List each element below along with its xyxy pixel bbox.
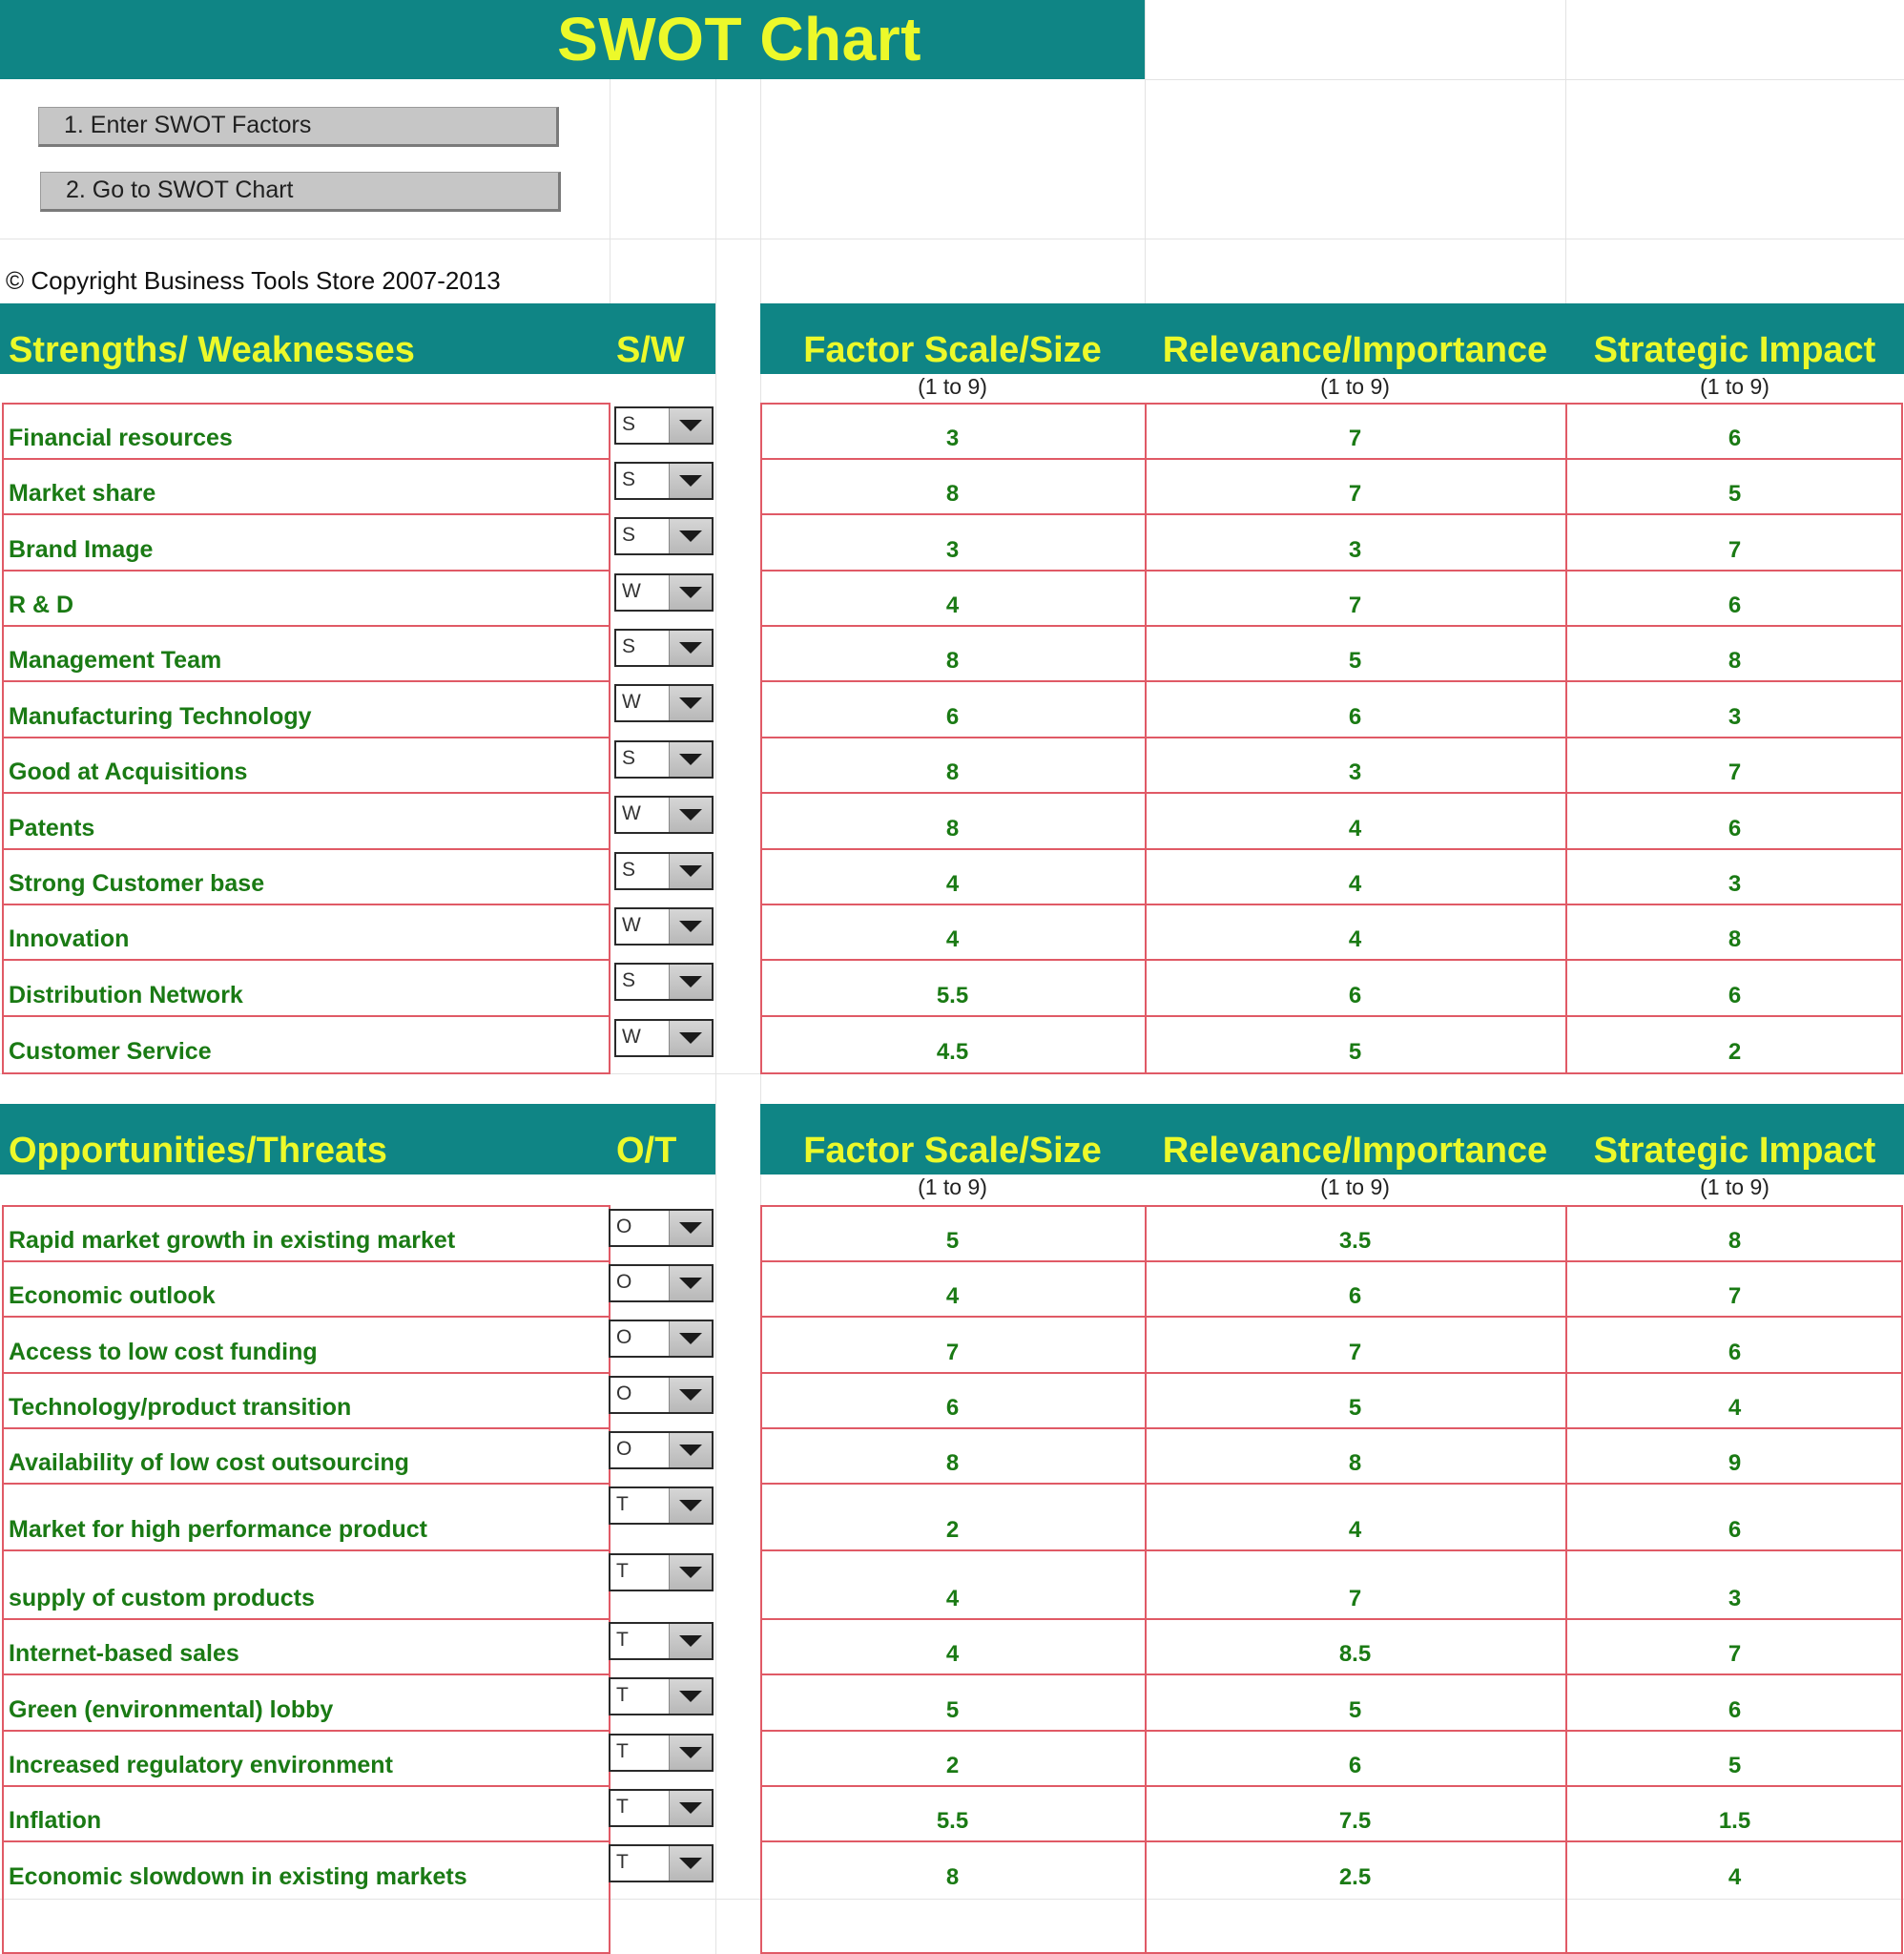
rel-value[interactable]: 7: [1348, 592, 1362, 618]
factor-name: Distribution Network: [9, 982, 243, 1008]
chevron-down-icon[interactable]: [669, 742, 712, 777]
chevron-down-icon[interactable]: [669, 1211, 712, 1245]
factor-name: Customer Service: [9, 1038, 212, 1065]
chevron-down-icon[interactable]: [669, 1624, 712, 1658]
row-divider: [760, 1483, 1903, 1485]
ot-type-dropdown[interactable]: [609, 1844, 714, 1882]
sw-col-strategic-impact: Strategic Impact: [1593, 330, 1876, 370]
row-divider: [760, 1372, 1903, 1374]
dropdown-value: S: [622, 747, 636, 769]
impact-value[interactable]: 8: [1728, 1228, 1742, 1254]
scale-value[interactable]: 8: [945, 1864, 960, 1890]
chevron-down-icon[interactable]: [669, 1378, 712, 1412]
dropdown-arrow: [679, 865, 702, 877]
row-divider: [760, 680, 1903, 682]
factor-name: Financial resources: [9, 425, 233, 451]
chevron-down-icon[interactable]: [669, 1021, 712, 1055]
factor-name: Access to low cost funding: [9, 1339, 318, 1365]
scale-value[interactable]: 3: [945, 426, 960, 451]
rel-value[interactable]: 7: [1348, 1340, 1362, 1365]
ot-type-dropdown[interactable]: [609, 1553, 714, 1591]
chevron-down-icon[interactable]: [669, 1266, 712, 1300]
factor-name: Market share: [9, 480, 156, 507]
factor-name: Inflation: [9, 1807, 102, 1834]
row-divider: [760, 1840, 1903, 1842]
impact-value[interactable]: 5: [1728, 1753, 1742, 1778]
impact-value[interactable]: 9: [1728, 1450, 1742, 1476]
chevron-down-icon[interactable]: [669, 1321, 712, 1356]
chevron-down-icon[interactable]: [669, 854, 712, 888]
row-divider: [760, 1316, 1903, 1318]
dropdown-arrow: [679, 1278, 702, 1289]
rel-value[interactable]: 5: [1348, 1697, 1362, 1723]
dropdown-value: W: [622, 802, 641, 824]
dropdown-value: W: [622, 580, 641, 602]
ot-type-dropdown[interactable]: [609, 1376, 714, 1414]
sw-range-impact: (1 to 9): [1700, 374, 1769, 399]
impact-value[interactable]: 4: [1728, 1864, 1742, 1890]
rel-value[interactable]: 4: [1348, 926, 1362, 952]
sw-range-scale: (1 to 9): [918, 374, 987, 399]
rel-value[interactable]: 6: [1348, 1283, 1362, 1309]
row-divider: [2, 1260, 611, 1262]
impact-value[interactable]: 7: [1728, 537, 1742, 563]
rel-value[interactable]: 8.5: [1338, 1641, 1372, 1667]
ot-range-impact: (1 to 9): [1700, 1174, 1769, 1199]
row-divider: [2, 625, 611, 627]
dropdown-value: W: [622, 914, 641, 936]
impact-value[interactable]: 4: [1728, 1395, 1742, 1421]
sw-col-relevance: Relevance/Importance: [1162, 330, 1548, 370]
row-divider: [760, 1260, 1903, 1262]
dropdown-arrow: [679, 475, 702, 487]
scale-value[interactable]: 8: [945, 816, 960, 842]
impact-value[interactable]: 2: [1728, 1039, 1742, 1065]
dropdown-arrow: [679, 1333, 702, 1344]
sw-type-dropdown[interactable]: [614, 907, 714, 946]
impact-value[interactable]: 7: [1728, 1641, 1742, 1667]
chevron-down-icon[interactable]: [669, 408, 712, 443]
scale-value[interactable]: 4: [945, 592, 960, 618]
chevron-down-icon[interactable]: [669, 1679, 712, 1714]
sw-type-dropdown[interactable]: [614, 406, 714, 445]
dropdown-value: T: [616, 1629, 629, 1651]
dropdown-arrow: [679, 1500, 702, 1511]
chevron-down-icon[interactable]: [669, 1846, 712, 1881]
ot-type-dropdown[interactable]: [609, 1486, 714, 1525]
sw-type-dropdown[interactable]: [614, 573, 714, 612]
impact-value[interactable]: 8: [1728, 926, 1742, 952]
impact-value[interactable]: 6: [1728, 816, 1742, 842]
chevron-down-icon[interactable]: [669, 519, 712, 553]
rel-value[interactable]: 8: [1348, 1450, 1362, 1476]
scale-value[interactable]: 6: [945, 1395, 960, 1421]
dropdown-arrow: [679, 976, 702, 987]
row-divider: [760, 904, 1903, 905]
sw-col-factor-scale: Factor Scale/Size: [803, 330, 1102, 370]
impact-value[interactable]: 7: [1728, 759, 1742, 785]
sw-type-dropdown[interactable]: [614, 852, 714, 890]
scale-value[interactable]: 6: [945, 704, 960, 730]
factor-name: R & D: [9, 592, 74, 618]
scale-value[interactable]: 4: [945, 1641, 960, 1667]
row-divider: [2, 1483, 611, 1485]
scale-value[interactable]: 7: [945, 1340, 960, 1365]
row-divider: [2, 570, 611, 572]
impact-value[interactable]: 6: [1728, 592, 1742, 618]
row-divider: [2, 513, 611, 515]
dropdown-value: O: [616, 1438, 632, 1460]
dropdown-value: S: [622, 969, 636, 991]
scale-value[interactable]: 4.5: [936, 1039, 969, 1065]
chevron-down-icon[interactable]: [669, 1488, 712, 1523]
dropdown-value: S: [622, 524, 636, 546]
scale-value[interactable]: 5.5: [936, 1808, 969, 1834]
rel-value[interactable]: 7: [1348, 426, 1362, 451]
dropdown-arrow: [679, 809, 702, 821]
dropdown-arrow: [679, 1747, 702, 1758]
chevron-down-icon[interactable]: [669, 965, 712, 999]
chevron-down-icon[interactable]: [669, 575, 712, 610]
dropdown-value: T: [616, 1493, 629, 1515]
row-divider: [760, 1730, 1903, 1732]
impact-value[interactable]: 6: [1728, 1340, 1742, 1365]
scale-value[interactable]: 4: [945, 1586, 960, 1611]
dropdown-value: O: [616, 1216, 632, 1237]
gridline: [715, 79, 716, 1954]
factor-name: Good at Acquisitions: [9, 759, 248, 785]
dropdown-arrow: [679, 1445, 702, 1456]
impact-value[interactable]: 3: [1728, 871, 1742, 897]
factor-name: Increased regulatory environment: [9, 1752, 393, 1778]
dropdown-arrow: [679, 1389, 702, 1401]
scale-value[interactable]: 5: [945, 1697, 960, 1723]
factor-name: Green (environmental) lobby: [9, 1696, 334, 1723]
rel-value[interactable]: 6: [1348, 704, 1362, 730]
rel-value[interactable]: 4: [1348, 1517, 1362, 1543]
scale-value[interactable]: 5.5: [936, 983, 969, 1008]
dropdown-value: O: [616, 1326, 632, 1348]
rel-value[interactable]: 7: [1348, 481, 1362, 507]
row-divider: [760, 1785, 1903, 1787]
sw-range-relevance: (1 to 9): [1320, 374, 1390, 399]
sw-type-dropdown[interactable]: [614, 684, 714, 722]
ot-type-header: O/T: [616, 1131, 677, 1171]
factor-name: Strong Customer base: [9, 870, 265, 897]
row-divider: [2, 1372, 611, 1374]
factor-name: Internet-based sales: [9, 1640, 239, 1667]
rel-value[interactable]: 3: [1348, 537, 1362, 563]
row-divider: [2, 458, 611, 460]
ot-range-scale: (1 to 9): [918, 1174, 987, 1199]
dropdown-value: O: [616, 1271, 632, 1293]
scale-value[interactable]: 3: [945, 537, 960, 563]
factor-name: Innovation: [9, 925, 130, 952]
row-divider: [2, 1015, 611, 1017]
ot-col-factor-scale: Factor Scale/Size: [803, 1131, 1102, 1171]
dropdown-arrow: [679, 587, 702, 598]
chevron-down-icon[interactable]: [669, 1433, 712, 1467]
chevron-down-icon[interactable]: [669, 631, 712, 665]
row-divider: [760, 1015, 1903, 1017]
sw-type-dropdown[interactable]: [614, 1019, 714, 1057]
dropdown-arrow: [679, 921, 702, 932]
row-divider: [760, 570, 1903, 572]
chevron-down-icon[interactable]: [669, 798, 712, 832]
impact-value[interactable]: 6: [1728, 983, 1742, 1008]
rel-value[interactable]: 7.5: [1338, 1808, 1372, 1834]
row-divider: [760, 792, 1903, 794]
dropdown-value: T: [616, 1740, 629, 1762]
row-divider: [760, 1549, 1903, 1551]
sw-type-header: S/W: [616, 330, 685, 370]
ot-type-dropdown[interactable]: [609, 1264, 714, 1302]
impact-value[interactable]: 1.5: [1718, 1808, 1751, 1834]
row-divider: [2, 1785, 611, 1787]
gridline: [1565, 0, 1566, 303]
rel-value[interactable]: 4: [1348, 816, 1362, 842]
row-divider: [760, 848, 1903, 850]
dropdown-value: T: [616, 1796, 629, 1818]
impact-value[interactable]: 8: [1728, 648, 1742, 674]
row-divider: [760, 737, 1903, 738]
ot-header: Opportunities/Threats: [9, 1131, 387, 1171]
rel-value[interactable]: 5: [1348, 648, 1362, 674]
dropdown-value: T: [616, 1851, 629, 1873]
ot-type-dropdown[interactable]: [609, 1734, 714, 1772]
row-divider: [2, 1840, 611, 1842]
rel-value[interactable]: 5: [1348, 1395, 1362, 1421]
rel-value[interactable]: 5: [1348, 1039, 1362, 1065]
row-divider: [2, 1316, 611, 1318]
dropdown-arrow: [679, 754, 702, 765]
dropdown-arrow: [679, 1222, 702, 1234]
rel-value[interactable]: 6: [1348, 1753, 1362, 1778]
chevron-down-icon[interactable]: [669, 686, 712, 720]
dropdown-value: T: [616, 1684, 629, 1706]
factor-name: Technology/product transition: [9, 1394, 352, 1421]
impact-value[interactable]: 7: [1728, 1283, 1742, 1309]
gridline: [610, 79, 611, 303]
dropdown-value: W: [622, 691, 641, 713]
scale-value[interactable]: 8: [945, 1450, 960, 1476]
scale-value[interactable]: 4: [945, 1283, 960, 1309]
dropdown-value: S: [622, 413, 636, 435]
dropdown-arrow: [679, 1032, 702, 1044]
enter-swot-factors-button[interactable]: 1. Enter SWOT Factors: [38, 107, 559, 147]
dropdown-value: W: [622, 1026, 641, 1048]
ot-range-relevance: (1 to 9): [1320, 1174, 1390, 1199]
row-divider: [760, 959, 1903, 961]
factor-name: Brand Image: [9, 536, 154, 563]
impact-value[interactable]: 3: [1728, 1586, 1742, 1611]
sw-type-dropdown[interactable]: [614, 462, 714, 500]
factor-name: supply of custom products: [9, 1585, 315, 1611]
factor-name: Rapid market growth in existing market: [9, 1227, 456, 1254]
dropdown-arrow: [679, 1802, 702, 1814]
row-divider: [760, 458, 1903, 460]
row-divider: [2, 792, 611, 794]
dropdown-arrow: [679, 420, 702, 431]
row-divider: [2, 737, 611, 738]
rel-value[interactable]: 3: [1348, 759, 1362, 785]
factor-name: Economic outlook: [9, 1282, 216, 1309]
scale-value[interactable]: 4: [945, 926, 960, 952]
scale-value[interactable]: 8: [945, 648, 960, 674]
factor-name: Market for high performance product: [9, 1516, 427, 1543]
ot-type-dropdown[interactable]: [609, 1209, 714, 1247]
ot-type-dropdown[interactable]: [609, 1622, 714, 1660]
impact-value[interactable]: 6: [1728, 426, 1742, 451]
factor-name: Management Team: [9, 647, 222, 674]
rel-value[interactable]: 4: [1348, 871, 1362, 897]
row-divider: [2, 959, 611, 961]
rel-value[interactable]: 2.5: [1338, 1864, 1372, 1890]
gridline: [1145, 79, 1904, 80]
ot-type-dropdown[interactable]: [609, 1320, 714, 1358]
go-to-swot-chart-button[interactable]: 2. Go to SWOT Chart: [40, 172, 561, 212]
sw-header: Strengths/ Weaknesses: [9, 330, 415, 370]
impact-value[interactable]: 6: [1728, 1697, 1742, 1723]
chevron-down-icon[interactable]: [669, 1736, 712, 1770]
row-divider: [2, 1549, 611, 1551]
dropdown-arrow: [679, 530, 702, 542]
factor-name: Availability of low cost outsourcing: [9, 1449, 409, 1476]
row-divider: [2, 680, 611, 682]
row-divider: [2, 1673, 611, 1675]
dropdown-arrow: [679, 642, 702, 654]
ot-type-dropdown[interactable]: [609, 1677, 714, 1715]
row-divider: [2, 1730, 611, 1732]
row-divider: [760, 1427, 1903, 1429]
sw-type-dropdown[interactable]: [614, 963, 714, 1001]
dropdown-value: S: [622, 859, 636, 881]
scale-value[interactable]: 8: [945, 481, 960, 507]
dropdown-arrow: [679, 1691, 702, 1702]
dropdown-value: T: [616, 1560, 629, 1582]
chevron-down-icon[interactable]: [669, 909, 712, 944]
row-divider: [760, 1673, 1903, 1675]
sw-type-dropdown[interactable]: [614, 517, 714, 555]
rel-value[interactable]: 7: [1348, 1586, 1362, 1611]
page-title: SWOT Chart: [557, 5, 921, 73]
sw-type-dropdown[interactable]: [614, 796, 714, 834]
row-divider: [760, 513, 1903, 515]
chevron-down-icon[interactable]: [669, 1791, 712, 1825]
chevron-down-icon[interactable]: [669, 1555, 712, 1590]
scale-value[interactable]: 5: [945, 1228, 960, 1254]
row-divider: [2, 848, 611, 850]
row-divider: [2, 1427, 611, 1429]
impact-value[interactable]: 6: [1728, 1517, 1742, 1543]
scale-value[interactable]: 2: [945, 1517, 960, 1543]
dropdown-arrow: [679, 1635, 702, 1647]
ot-col-relevance: Relevance/Importance: [1162, 1131, 1548, 1171]
factor-name: Economic slowdown in existing markets: [9, 1863, 467, 1890]
row-divider: [2, 904, 611, 905]
impact-value[interactable]: 5: [1728, 481, 1742, 507]
scale-value[interactable]: 8: [945, 759, 960, 785]
ot-col-strategic-impact: Strategic Impact: [1593, 1131, 1876, 1171]
ot-type-dropdown[interactable]: [609, 1431, 714, 1469]
dropdown-value: O: [616, 1382, 632, 1404]
row-divider: [760, 625, 1903, 627]
rel-value[interactable]: 3.5: [1338, 1228, 1372, 1254]
row-divider: [2, 1618, 611, 1620]
sw-type-dropdown[interactable]: [614, 740, 714, 779]
scale-value[interactable]: 2: [945, 1753, 960, 1778]
rel-value[interactable]: 6: [1348, 983, 1362, 1008]
factor-name: Patents: [9, 815, 95, 842]
sw-type-dropdown[interactable]: [614, 629, 714, 667]
chevron-down-icon[interactable]: [669, 464, 712, 498]
row-divider: [760, 1618, 1903, 1620]
dropdown-value: S: [622, 635, 636, 657]
dropdown-arrow: [679, 1567, 702, 1578]
factor-name: Manufacturing Technology: [9, 703, 312, 730]
dropdown-arrow: [679, 697, 702, 709]
impact-value[interactable]: 3: [1728, 704, 1742, 730]
ot-type-dropdown[interactable]: [609, 1789, 714, 1827]
dropdown-arrow: [679, 1858, 702, 1869]
copyright-text: © Copyright Business Tools Store 2007-2013: [6, 266, 501, 295]
dropdown-value: S: [622, 468, 636, 490]
scale-value[interactable]: 4: [945, 871, 960, 897]
